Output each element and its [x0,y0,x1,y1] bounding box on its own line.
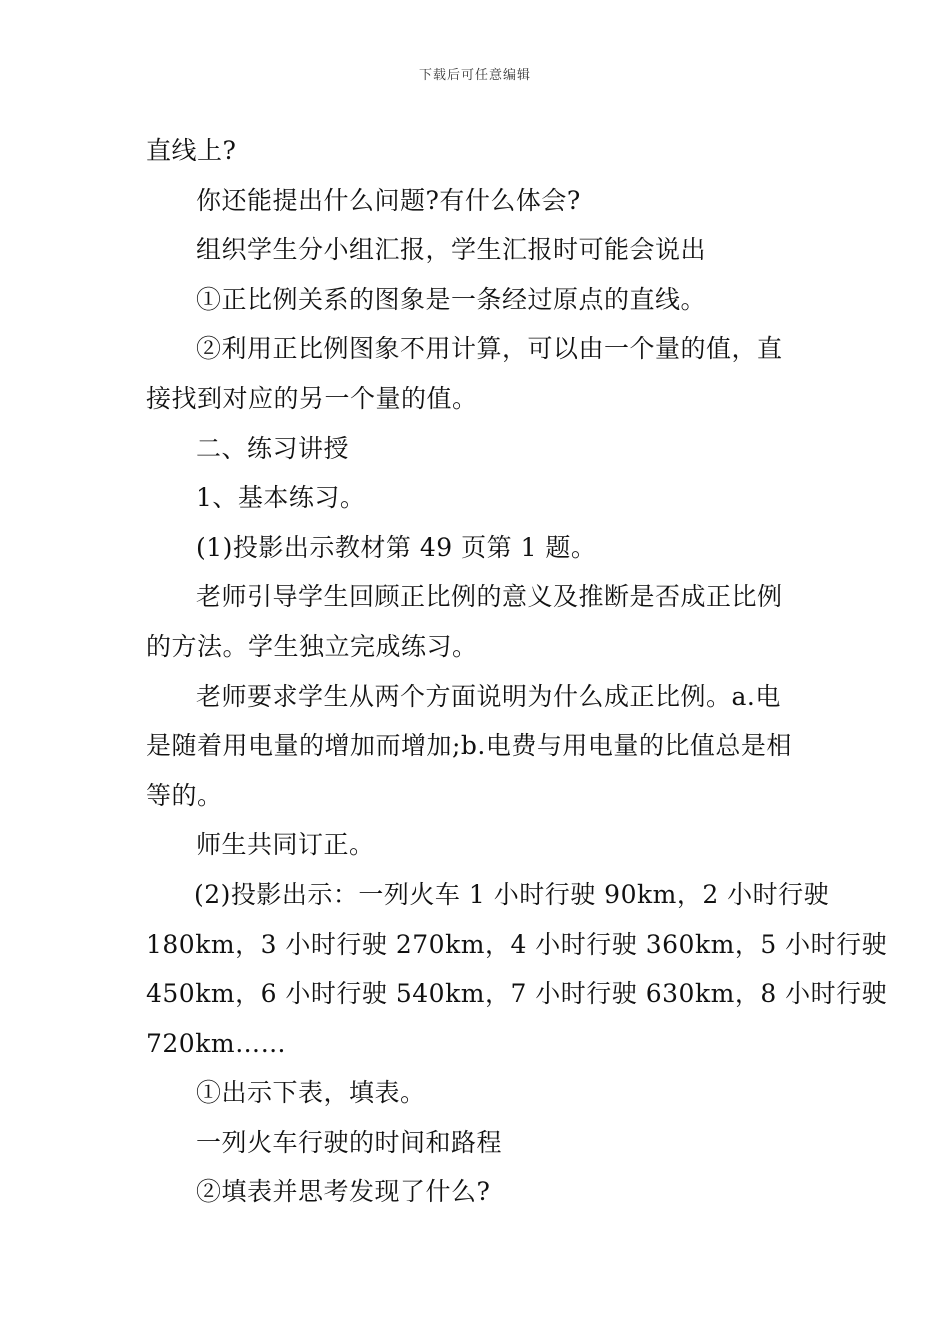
text-line: 是随着用电量的增加而增加;b.电费与用电量的比值总是相 [146,731,792,761]
text-line: 组织学生分小组汇报，学生汇报时可能会说出 [196,235,707,265]
text-line: 720km…… [146,1028,287,1058]
page-header: 下载后可任意编辑 [418,68,531,83]
text-line: 450km，6 小时行驶 540km，7 小时行驶 630km，8 小时行驶 [146,979,888,1009]
text-line: 直线上? [146,136,237,165]
section-heading: 二、练习讲授 [196,433,350,463]
text-line: (2)投影出示：一列火车 1 小时行驶 90km，2 小时行驶 [194,879,830,909]
text-line: 你还能提出什么问题?有什么体会? [196,185,581,215]
text-line: 师生共同订正。 [196,830,375,860]
text-line: ②填表并思考发现了什么? [196,1177,491,1207]
body-text [146,126,888,1217]
text-line: 的方法。学生独立完成练习。 [146,631,478,661]
text-line: ①正比例关系的图象是一条经过原点的直线。 [196,284,707,314]
subsection-heading: 1、基本练习。 [196,483,366,513]
text-line: 老师引导学生回顾正比例的意义及推断是否成正比例 [196,582,783,612]
text-line: ②利用正比例图象不用计算，可以由一个量的值，直 [196,334,783,364]
text-line: 接找到对应的另一个量的值。 [146,383,478,413]
text-line: 180km，3 小时行驶 270km，4 小时行驶 360km，5 小时行驶 [146,929,888,959]
text-line: 等的。 [146,780,223,810]
text-line: ①出示下表，填表。 [196,1078,426,1108]
text-line: (1)投影出示教材第 49 页第 1 题。 [196,532,597,562]
text-line: 老师要求学生从两个方面说明为什么成正比例。a.电 [196,681,781,711]
table-caption: 一列火车行驶的时间和路程 [196,1127,503,1157]
